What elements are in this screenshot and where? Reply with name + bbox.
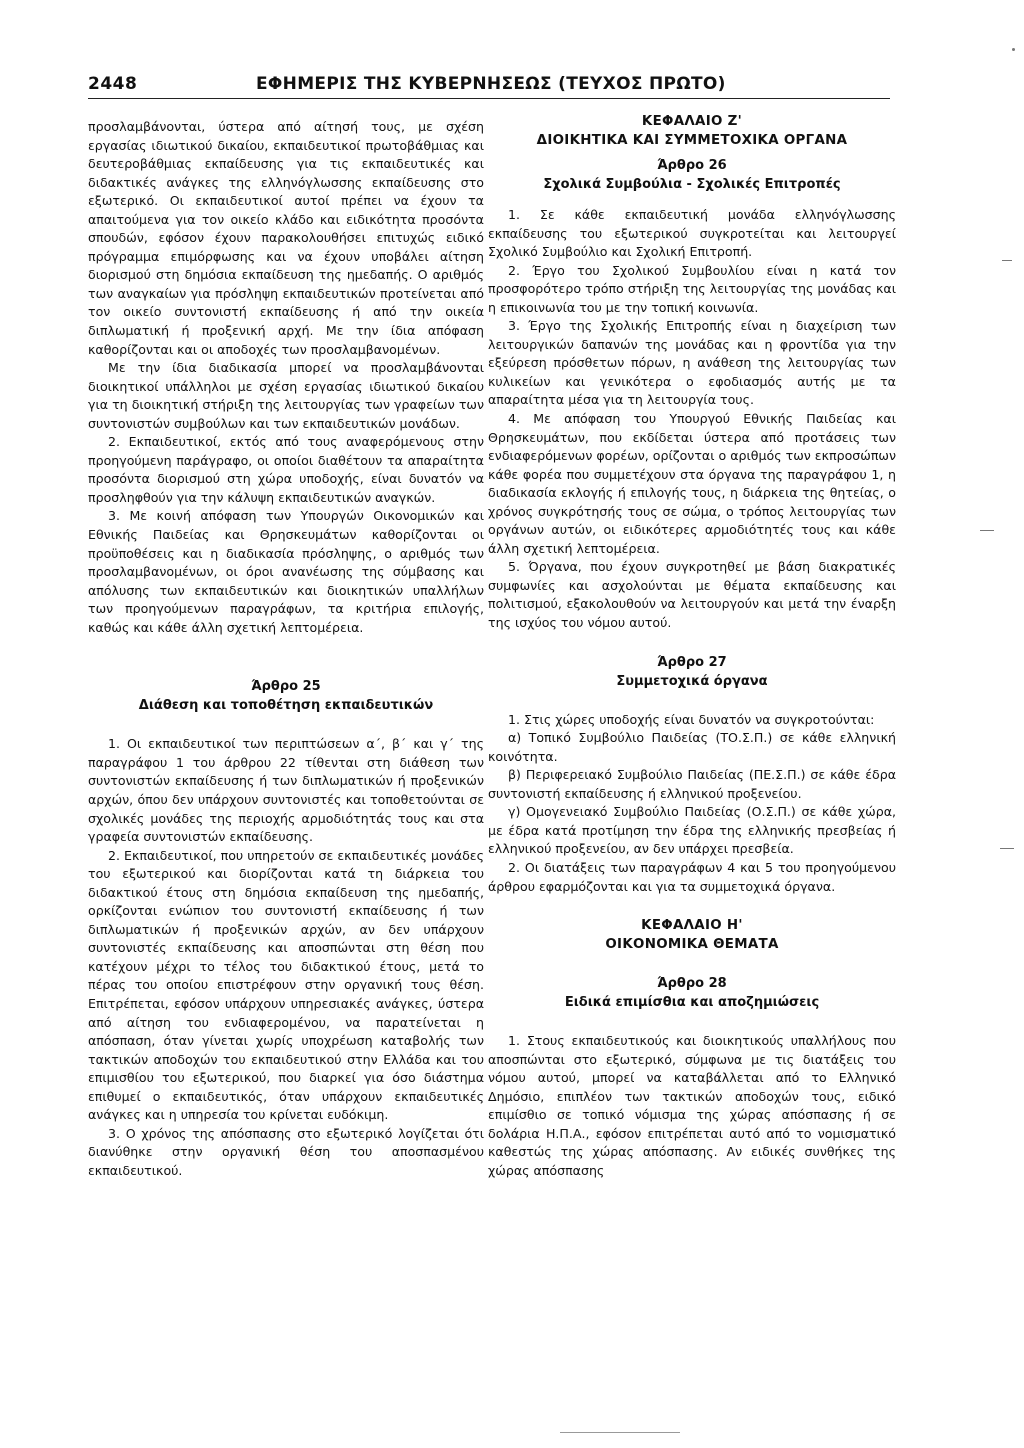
paragraph: 1. Σε κάθε εκπαιδευτική μονάδα ελληνόγλωσσης εκπαίδευσης του εξωτερικού συγκροτείται και λειτουργεί Σχολικό Συμβούλιο και Σχολική Επιτροπή. — [488, 207, 896, 260]
page-header — [88, 70, 890, 99]
article-25-subtitle: Διάθεση και τοποθέτηση εκπαιδευτικών — [138, 698, 434, 714]
chapter-z-subtitle: ΔΙΟΙΚΗΤΙΚΑ ΚΑΙ ΣΥΜΜΕΤΟΧΙΚΑ ΟΡΓΑΝΑ — [536, 133, 848, 148]
left-column — [88, 118, 484, 1180]
article-26-subtitle: Σχολικά Συμβούλια - Σχολικές Επιτροπές — [543, 177, 841, 192]
paragraph: 4. Με απόφαση του Υπουργού Εθνικής Παιδείας και Θρησκευμάτων, που εκδίδεται ύστερα από προτάσεις των ενδιαφερόμενων φορέων, ορίζονται ο αριθμός των εκπροσώπων κάθε φορέα που συμμετέχουν στα όργανα της παραγράφου 1, η διαδικασία εκλογής ή επιλογής τους, η διάρκεια της θητείας, ο χρόνος συγκρότησής τους σε σώμα, ο τρόπος λειτουργίας των οργάνων αυτών, οι ειδικότερες αρμοδιότητές τους και κάθε άλλη σχετική λεπτομέρεια. — [488, 411, 896, 556]
journal-title: ΕΦΗΜΕΡΙΣ ΤΗΣ ΚΥΒΕΡΝΗΣΕΩΣ (ΤΕΥΧΟΣ ΠΡΩΤΟ) — [256, 74, 726, 94]
article-28-title: Άρθρο 28 — [657, 976, 727, 992]
paragraph: 2. Έργο του Σχολικού Συμβουλίου είναι η κατά τον προσφορότερο τρόπο στήριξη της λειτουργίας της μονάδας και η επικοινωνία του με την τοπική κοινωνία. — [488, 262, 896, 315]
article-26-title: Άρθρο 26 — [657, 158, 727, 173]
scan-artifact — [1012, 48, 1015, 51]
article-27-subtitle: Συμμετοχικά όργανα — [616, 673, 768, 689]
paragraph: 1. Οι εκπαιδευτικοί των περιπτώσεων α΄, β΄ και γ΄ της παραγράφου 1 του άρθρου 22 τίθενται στη διάθεση των συντονιστών εκπαίδευσης ή των διπλωματικών ή προξενικών αρχών, όπου δεν υπάρχουν συντονιστές και τοποθετούνται σε σχολικές μονάδες της περιοχής αρμοδιότητάς τους και στα γραφεία συντονιστών εκπαίδευσης. — [88, 736, 484, 845]
paragraph: 1. Στους εκπαιδευτικούς και διοικητικούς υπαλλήλους που αποσπώνται στο εξωτερικό, σύμφωνα με τις διατάξεις του νόμου αυτού, μπορεί να καταβάλλεται από το Ελληνικό Δημόσιο, επιπλέον των τακτικών αποδοχών τους, ειδικό επιμίσθιο σε τοπικό νόμισμα της χώρας απόσπασης ή σε δολάρια Η.Π.Α., εφόσον επιτρέπεται αυτό από το νομισματικό καθεστώς της χώρας απόσπασης. Αν ειδικές συνθήκες της χώρας απόσπασης — [488, 1033, 896, 1178]
article-28-subtitle: Ειδικά επιμίσθια και αποζημιώσεις — [564, 995, 820, 1011]
paragraph: 1. Στις χώρες υποδοχής είναι δυνατόν να συγκροτούνται: — [508, 711, 875, 727]
paragraph: προσλαμβάνονται, ύστερα από αίτησή τους, με σχέση εργασίας ιδιωτικού δικαίου, εκπαιδευτικοί πρωτοβάθμιας και δευτεροβάθμιας εκπαίδευσης για τις εκπαιδευτικές και διδακτικές ανάγκες της ελληνόγλωσσης εκπαίδευσης στο εξωτερικό. Οι εκπαιδευτικοί αυτοί πρέπει να έχουν τα απαιτούμενα για τον οικείο κλάδο και ειδικότητα προσόντα σπουδών, εφόσον έχουν παρακολουθήσει επιτυχώς ειδικό πρόγραμμα επιμόρφωσης και να έχουν υποβάλει αίτηση διορισμού στη δημόσια εκπαίδευση της ημεδαπής. Ο αριθμός των αναγκαίων για πρόσληψη εκπαιδευτικών προτείνεται από τον οικείο συντονιστή εκπαίδευσης ή από την οικεία διπλωματική ή προξενική αρχή. Με την ίδια απόφαση καθορίζονται και οι αποδοχές των προσλαμβανομένων. — [88, 119, 484, 357]
page-number: 2448 — [88, 74, 138, 94]
paragraph: γ) Ομογενειακό Συμβούλιο Παιδείας (Ο.Σ.Π.) σε κάθε χώρα, με έδρα κατά προτίμηση την έδρα της ελληνικής πρεσβείας ή ελληνικού προξενείου, αν δεν υπάρχει πρεσβεία. — [488, 804, 896, 857]
scan-artifact — [560, 1432, 680, 1433]
article-25-title: Άρθρο 25 — [251, 679, 321, 695]
article-27-title: Άρθρο 27 — [657, 654, 727, 670]
paragraph: α) Τοπικό Συμβούλιο Παιδείας (ΤΟ.Σ.Π.) σε κάθε ελληνική κοινότητα. — [488, 730, 896, 764]
paragraph: 2. Εκπαιδευτικοί, που υπηρετούν σε εκπαιδευτικές μονάδες του εξωτερικού και διορίζονται κατά τη διάρκεια του διδακτικού έτους στη δημόσια εκπαίδευση της ημεδαπής, ορκίζονται ενώπιον του συντονιστή εκπαίδευσης ή των διπλωματικών ή προξενικών αρχών, αν δεν υπάρχουν συντονιστές εκπαίδευσης και αποσπώνται στη θέση που κατέχουν μέχρι το τέλος του διδακτικού έτους, μετά το πέρας του οποίου επιστρέφουν στην οργανική τους θέση. Επιτρέπεται, εφόσον υπάρχουν υπηρεσιακές ανάγκες, ύστερα από αίτηση του ενδιαφερομένου, να παρατείνεται η απόσπαση, όταν γίνεται χωρίς υποχρέωση καταβολής των τακτικών αποδοχών του εκπαιδευτικού στην Ελλάδα και του επιμισθίου του εξωτερικού, που διαρκεί για όσο διάστημα επιθυμεί ο εκπαιδευτικός, όταν υπάρχουν εκπαιδευτικές ανάγκες και η υπηρεσία του κρίνεται ευδόκιμη. — [88, 847, 484, 1123]
right-column — [488, 112, 896, 1180]
chapter-z-title: ΚΕΦΑΛΑΙΟ Ζ' — [641, 114, 743, 129]
chapter-h-title: ΚΕΦΑΛΑΙΟ Η' — [641, 918, 743, 934]
paragraph: Με την ίδια διαδικασία μπορεί να προσλαμβάνονται διοικητικοί υπάλληλοι με σχέση εργασίας ιδιωτικού δικαίου για τη διοικητική στήριξη της λειτουργίας των γραφείων των συντονιστών συμβούλων και των εκπαιδευτικών μονάδων. — [88, 360, 484, 431]
paragraph: 3. Με κοινή απόφαση των Υπουργών Οικονομικών και Εθνικής Παιδείας και Θρησκευμάτων καθορίζονται οι προϋποθέσεις και η διαδικασία πρόσληψης, ο αριθμός των προσλαμβανομένων, οι όροι ανανέωσης της σύμβασης και απόλυσης των εκπαιδευτικών και διοικητικών υπαλλήλων των προηγούμενων παραγράφων, τα κριτήρια επιλογής, καθώς και κάθε άλλη σχετική λεπτομέρεια. — [88, 508, 484, 635]
chapter-h-subtitle: ΟΙΚΟΝΟΜΙΚΑ ΘΕΜΑΤΑ — [605, 937, 779, 953]
paragraph: 3. Έργο της Σχολικής Επιτροπής είναι η διαχείριση των λειτουργικών δαπανών της μονάδας και η φροντίδα για την εξεύρεση πρόσθετων πόρων, η ανάθεση της λειτουργίας των κυλικείων και γενικότερα ο εφοδιασμός αυτής με τα απαραίτητα μέσα για τη λειτουργία τους. — [488, 318, 896, 408]
scan-artifact — [1000, 848, 1014, 849]
paragraph: 2. Εκπαιδευτικοί, εκτός από τους αναφερόμενους στην προηγούμενη παράγραφο, οι οποίοι διαθέτουν τα απαραίτητα προσόντα διορισμού στη χώρα υποδοχής, είναι δυνατόν να προσληφθούν για την κάλυψη εκπαιδευτικών αναγκών. — [88, 434, 484, 505]
paragraph: 5. Όργανα, που έχουν συγκροτηθεί με βάση διακρατικές συμφωνίες και ασχολούνται με θέματα εκπαίδευσης και πολιτισμού, εξακολουθούν να λειτουργούν και μετά την έναρξη της ισχύος του νόμου αυτού. — [488, 559, 896, 631]
scan-artifact — [1002, 260, 1012, 261]
paragraph: 2. Οι διατάξεις των παραγράφων 4 και 5 του προηγούμενου άρθρου εφαρμόζονται και για τα συμμετοχικά όργανα. — [488, 859, 896, 894]
scan-artifact — [980, 530, 994, 531]
paragraph: β) Περιφερειακό Συμβούλιο Παιδείας (ΠΕ.Σ.Π.) σε κάθε έδρα συντονιστή εκπαίδευσης ή ελληνικού προξενείου. — [488, 767, 896, 801]
paragraph: 3. Ο χρόνος της απόσπασης στο εξωτερικό λογίζεται ότι διανύθηκε στην οργανική θέση του αποσπασμένου εκπαιδευτικού. — [88, 1125, 484, 1178]
